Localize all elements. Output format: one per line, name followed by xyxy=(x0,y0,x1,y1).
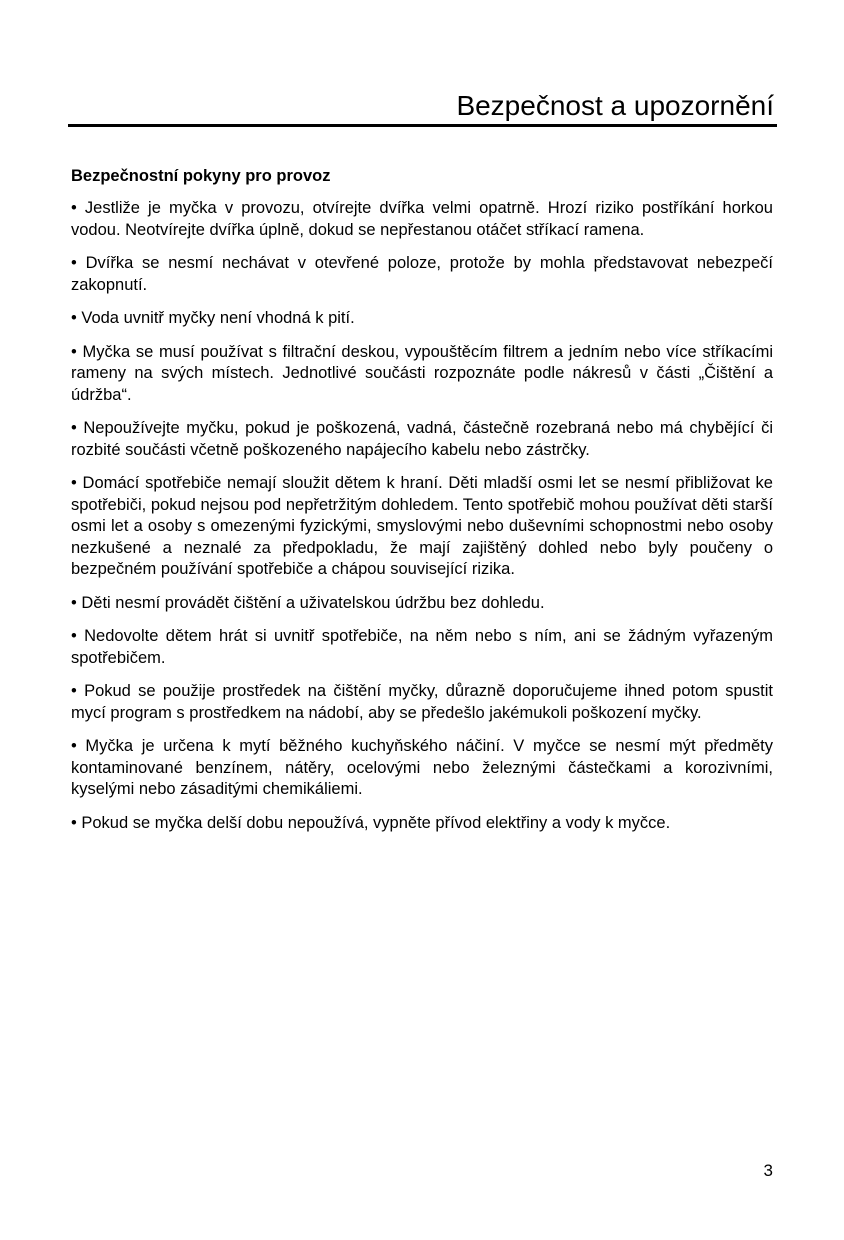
content-area xyxy=(71,165,773,846)
list-item: • Myčka je určena k mytí běžného kuchyňského náčiní. V myčce se nesmí mýt předměty kontaminované benzínem, nátěry, ocelovými nebo železnými částečkami a korozivními, kyselými nebo zásaditými chemikáliemi. xyxy=(71,737,773,798)
list-item: • Jestliže je myčka v provozu, otvírejte dvířka velmi opatrně. Hrozí riziko postříkání horkou vodou. Neotvírejte dvířka úplně, dokud se nepřestanou otáčet stříkací ramena. xyxy=(71,199,773,239)
section-heading: Bezpečnostní pokyny pro provoz xyxy=(71,167,331,185)
list-item: • Dvířka se nesmí nechávat v otevřené poloze, protože by mohla představovat nebezpečí zakopnutí. xyxy=(71,254,773,294)
list-item: • Děti nesmí provádět čištění a uživatelskou údržbu bez dohledu. xyxy=(71,593,545,612)
page-number: 3 xyxy=(763,1161,773,1180)
list-item: • Voda uvnitř myčky není vhodná k pití. xyxy=(71,309,355,327)
page-title: Bezpečnost a upozornění xyxy=(456,90,774,121)
list-item: • Myčka se musí používat s filtrační deskou, vypouštěcím filtrem a jedním nebo více stříkacími rameny na svých místech. Jednotlivé součásti rozpoznáte podle nákresů v části „Čištění a údržba“. xyxy=(71,342,773,404)
list-item: • Pokud se použije prostředek na čištění myčky, důrazně doporučujeme ihned potom spustit mycí program s prostředkem na nádobí, aby se předešlo jakémukoli poškození myčky. xyxy=(71,682,773,722)
list-item: • Pokud se myčka delší dobu nepoužívá, vypněte přívod elektřiny a vody k myčce. xyxy=(71,813,671,832)
list-item: • Domácí spotřebiče nemají sloužit dětem k hraní. Děti mladší osmi let se nesmí přibližovat ke spotřebiči, pokud nejsou pod nepřetržitým dohledem. Tento spotřebič mohou používat děti starší osmi let a osoby s omezenými fyzickými, smyslovými nebo duševními schopnostmi nebo osoby nezkušené a neznalé za předpokladu, že mají zajištěný dohled nebo byly poučeny o bezpečném používání spotřebiče a chápou související rizika. xyxy=(71,474,773,578)
safety-instructions-list xyxy=(71,198,773,834)
list-item: • Nedovolte dětem hrát si uvnitř spotřebiče, na něm nebo s ním, ani se žádným vyřazeným spotřebičem. xyxy=(71,627,773,667)
title-divider xyxy=(68,124,777,127)
list-item: • Nepoužívejte myčku, pokud je poškozená, vadná, částečně rozebraná nebo má chybějící či rozbité součásti včetně poškozeného napájecího kabelu nebo zástrčky. xyxy=(71,419,773,459)
